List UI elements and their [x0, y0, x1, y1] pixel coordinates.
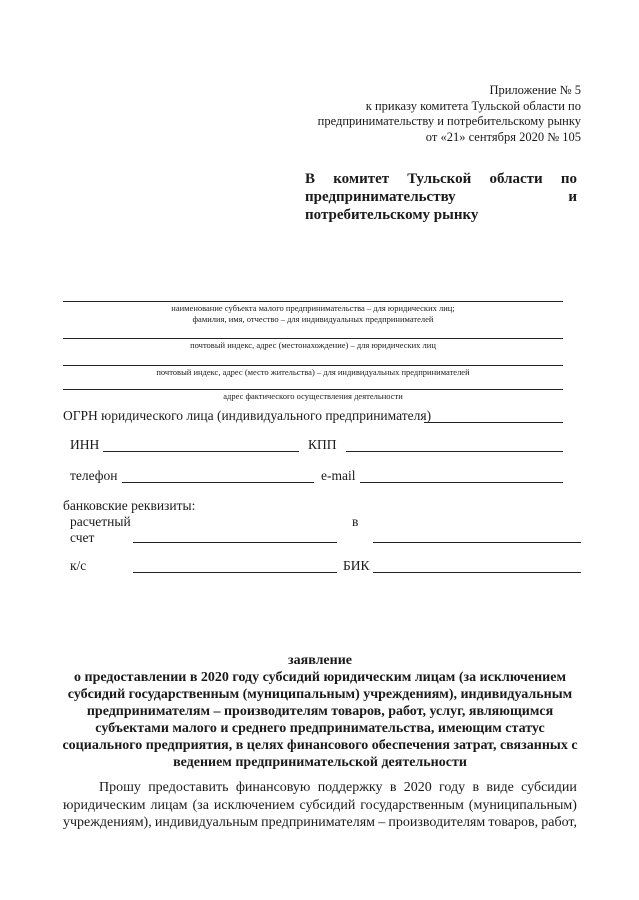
body-line-3 [63, 814, 577, 832]
ogrn-label: ОГРН юридического лица (индивидуального предпринимателя) [63, 408, 432, 423]
account-label-cont: счет [70, 530, 95, 545]
addressee-line-2 [305, 188, 577, 206]
applicant-name-line[interactable] [63, 301, 563, 302]
word: году [439, 780, 466, 795]
kpp-label: КПП [308, 437, 337, 452]
word: работ, [541, 815, 577, 830]
word: производителям [388, 815, 486, 830]
actual-address-line[interactable] [63, 389, 563, 390]
title-line-7: ведением предпринимательской деятельности [173, 755, 467, 770]
word: (за [192, 797, 209, 813]
word: субсидии [521, 780, 577, 795]
ogrn-field[interactable] [424, 422, 563, 423]
phone-label: телефон [70, 468, 118, 483]
kpp-field[interactable] [346, 451, 563, 452]
word: исключением [213, 797, 295, 813]
inn-label: ИНН [70, 437, 100, 452]
word: юридическим [63, 797, 146, 813]
legal-address-line[interactable] [63, 338, 563, 339]
inn-field[interactable] [103, 451, 299, 452]
word: – [378, 815, 386, 830]
email-field[interactable] [360, 482, 563, 483]
ks-label: к/с [70, 558, 87, 573]
account-field[interactable] [133, 542, 337, 543]
body-line-2 [63, 797, 577, 815]
word: финансовую [235, 780, 311, 795]
residence-address-hint: почтовый индекс, адрес (место жительства) – для индивидуальных предпринимателей [156, 367, 470, 377]
bank-in-label: в [352, 514, 359, 529]
word: товаров, [488, 815, 539, 830]
applicant-name-hint-line-2: фамилия, имя, отчество – для индивидуальных предпринимателей [192, 314, 434, 324]
appendix-header [281, 83, 581, 145]
title-line-1: заявление [288, 653, 352, 668]
bik-label: БИК [343, 558, 370, 573]
word: предоставить [148, 780, 229, 795]
bank-name-field[interactable] [373, 542, 581, 543]
word: в [472, 780, 480, 795]
email-label: e-mail [321, 468, 356, 483]
applicant-name-hint [63, 303, 563, 325]
addressee-line-3: потребительскому рынку [305, 207, 479, 223]
actual-address-hint: адрес фактического осуществления деятельности [223, 391, 403, 401]
word: по [560, 171, 577, 187]
application-title [60, 652, 580, 771]
word: субсидий [299, 797, 356, 813]
title-line-6: социального предприятия, в целях финансового обеспечения затрат, связанных с [62, 738, 578, 753]
title-line-4: предпринимателям – производителям товаров, работ, услуг, являющимся [86, 704, 554, 719]
word: поддержку [317, 780, 383, 795]
title-line-3: субсидий государственным (муниципальным) учреждениям), индивидуальным [67, 687, 573, 702]
word: 2020 [403, 780, 432, 795]
request-paragraph [63, 779, 577, 832]
word: (муниципальным) [468, 797, 577, 813]
phone-field[interactable] [122, 482, 314, 483]
word: лицам [150, 797, 188, 813]
word: комитет [333, 171, 390, 187]
appendix-order-ref: к приказу комитета Тульской области по [365, 98, 581, 113]
word: индивидуальным [154, 815, 258, 830]
bank-details-label: банковские реквизиты: [63, 498, 196, 513]
word: и [568, 189, 577, 205]
word: Прошу [99, 780, 141, 795]
word: в [389, 780, 397, 795]
addressee-line-1 [305, 170, 577, 188]
word: предпринимательству [305, 189, 456, 205]
word: В [305, 171, 316, 187]
title-line-5: субъектами малого и среднего предпринимательства, имеющим статус [95, 721, 545, 736]
residence-address-line[interactable] [63, 365, 563, 366]
appendix-order-date: от «21» сентября 2020 № 105 [425, 129, 581, 144]
word: государственным [360, 797, 464, 813]
appendix-order-ref-cont: предпринимательству и потребительскому рынку [317, 114, 581, 128]
word: виде [486, 780, 514, 795]
bik-field[interactable] [373, 572, 581, 573]
word: области [489, 171, 543, 187]
title-line-2: о предоставлении в 2020 году субсидий юридическим лицам (за исключением [74, 670, 566, 685]
account-label: расчетный [70, 514, 131, 529]
applicant-name-hint-line-1: наименование субъекта малого предпринимательства – для юридических лиц; [171, 303, 455, 313]
word: Тульской [407, 171, 472, 187]
ks-field[interactable] [133, 572, 337, 573]
addressee-block [305, 170, 577, 224]
legal-address-hint: почтовый индекс, адрес (местонахождение) – для юридических лиц [190, 340, 436, 350]
word: учреждениям), [63, 815, 152, 830]
word: предпринимателям [261, 815, 376, 830]
body-line-1 [63, 779, 577, 797]
appendix-number: Приложение № 5 [489, 83, 581, 97]
